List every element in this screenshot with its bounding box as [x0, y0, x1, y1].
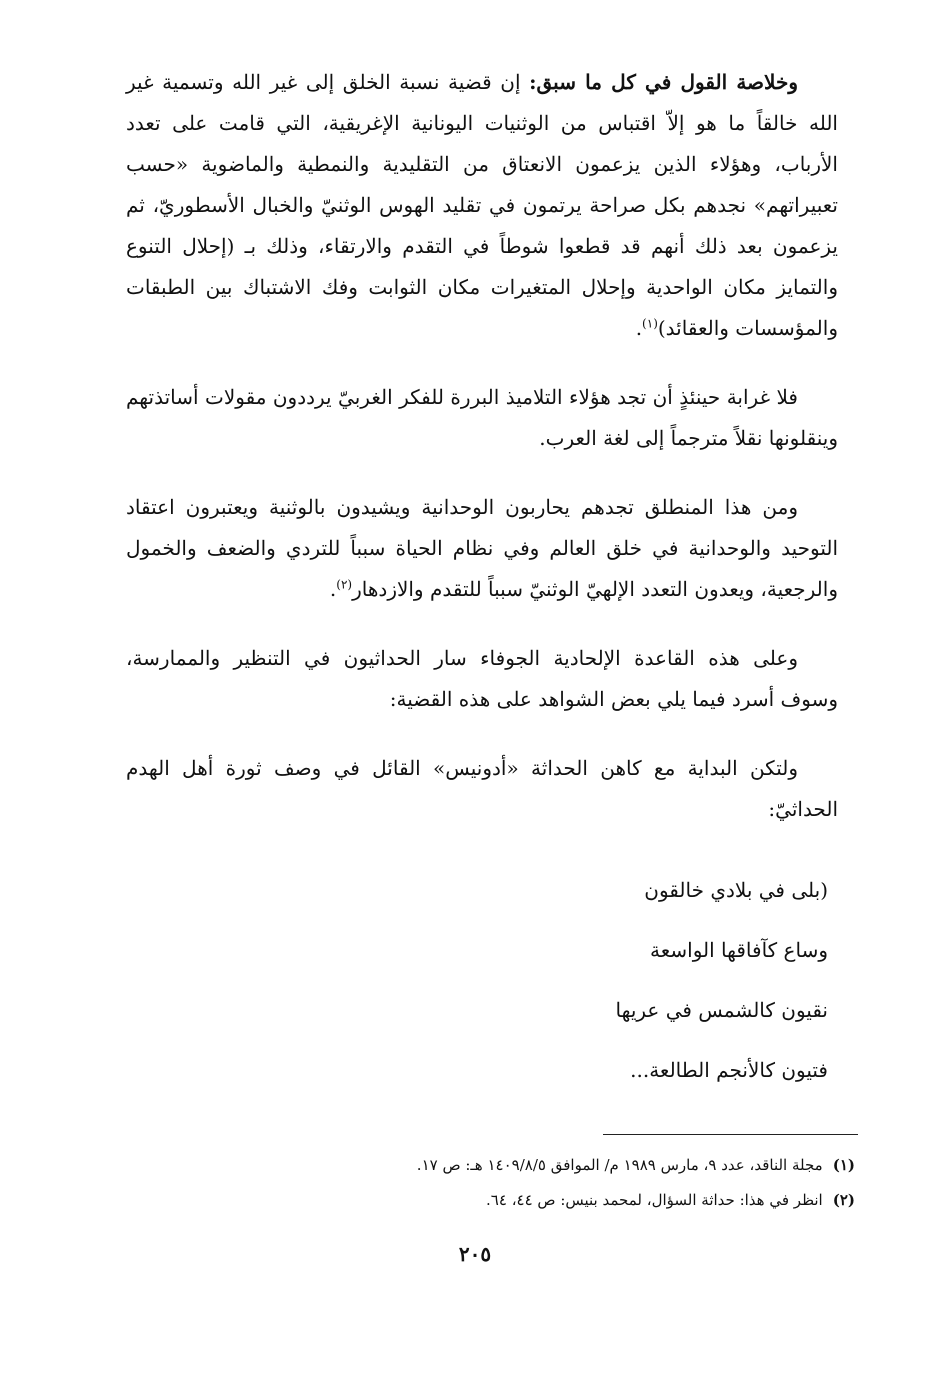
paragraph-text: إن قضية نسبة الخلق إلى غير الله وتسمية غير الله خالقاً ما هو إلاّ اقتباس من الوثنيات اليونانية الإغريقية، التي قامت على تعدد الأرباب، وهؤلاء الذين يزعمون الانعتاق من التقليدية والنمطية والماضوية «حسب تعبيراتهم» نجدهم بكل صراحة يرتمون في تقليد الهوس الوثنيّ والخبال الأسطوريّ، ثم يزعمون بعد ذلك أنهم قد قطعوا شوطاً في التقدم والارتقاء، وذلك بـ (إحلال التنوع والتمايز مكان الواحدية وإحلال المتغيرات مكان الثوابت وفك الاشتباك بين الطبقات والمؤسسات والعقائد): [126, 70, 838, 340]
footnote-2: [135, 1183, 855, 1218]
footnote-ref-2[interactable]: (٢): [336, 577, 353, 592]
paragraph-end: .: [329, 577, 337, 601]
poem-quote: [126, 860, 838, 1100]
footnote-ref-1[interactable]: (١): [642, 316, 658, 331]
poem-verse: (بلى في بلادي خالقون: [644, 878, 828, 902]
paragraph-text: ومن هذا المنطلق تجدهم يحاربون الوحدانية ويشيدون بالوثنية ويعتبرون اعتقاد التوحيد والوحدانية في خلق العالم وفي نظام الحياة سبباً للتردي والضعف والخمول والرجعية، ويعدون التعدد الإلهيّ الوثنيّ سبباً للتقدم والازدهار: [126, 495, 838, 601]
poem-verse: نقيون كالشمس في عريها: [615, 998, 828, 1022]
footnote-divider: [603, 1134, 858, 1135]
footnote-number: (١): [832, 1156, 855, 1174]
footnote-number: (٢): [832, 1191, 855, 1209]
footnote-text: مجلة الناقد، عدد ٩، مارس ١٩٨٩ م/ الموافق ١٤٠٩/٨/٥ هـ: ص ١٧.: [416, 1156, 823, 1174]
paragraph-students: [126, 377, 838, 459]
paragraph-end: .: [635, 316, 643, 340]
paragraph-lead: وخلاصة القول في كل ما سبق:: [529, 70, 798, 94]
paragraph-modernists: [126, 638, 838, 720]
page-number: ٢٠٥: [458, 1242, 492, 1266]
footnote-text: انظر في هذا: حداثة السؤال، لمحمد بنيس: ص ٤٤، ٦٤.: [486, 1191, 823, 1209]
footnotes: [135, 1148, 855, 1218]
paragraph-summary: [126, 62, 838, 349]
page-body: [126, 62, 838, 1100]
paragraph-text: فلا غرابة حينئذٍ أن تجد هؤلاء التلاميذ البررة للفكر الغربيّ يرددون مقولات أساتذتهم وينقلونها نقلاً مترجماً إلى لغة العرب.: [126, 385, 838, 450]
paragraph-unity: [126, 487, 838, 610]
paragraph-text: وعلى هذه القاعدة الإلحادية الجوفاء سار الحداثيون في التنظير والممارسة، وسوف أسرد فيما يلي بعض الشواهد على هذه القضية:: [126, 646, 838, 711]
poem-verse: فتيون كالأنجم الطالعة...: [630, 1058, 828, 1082]
paragraph-text: ولتكن البداية مع كاهن الحداثة «أدونيس» القائل في وصف ثورة أهل الهدم الحداثيّ:: [126, 756, 838, 821]
paragraph-adonis-intro: [126, 748, 838, 830]
footnote-1: [135, 1148, 855, 1183]
poem-verse: وساع كآفاقها الواسعة: [650, 938, 828, 962]
